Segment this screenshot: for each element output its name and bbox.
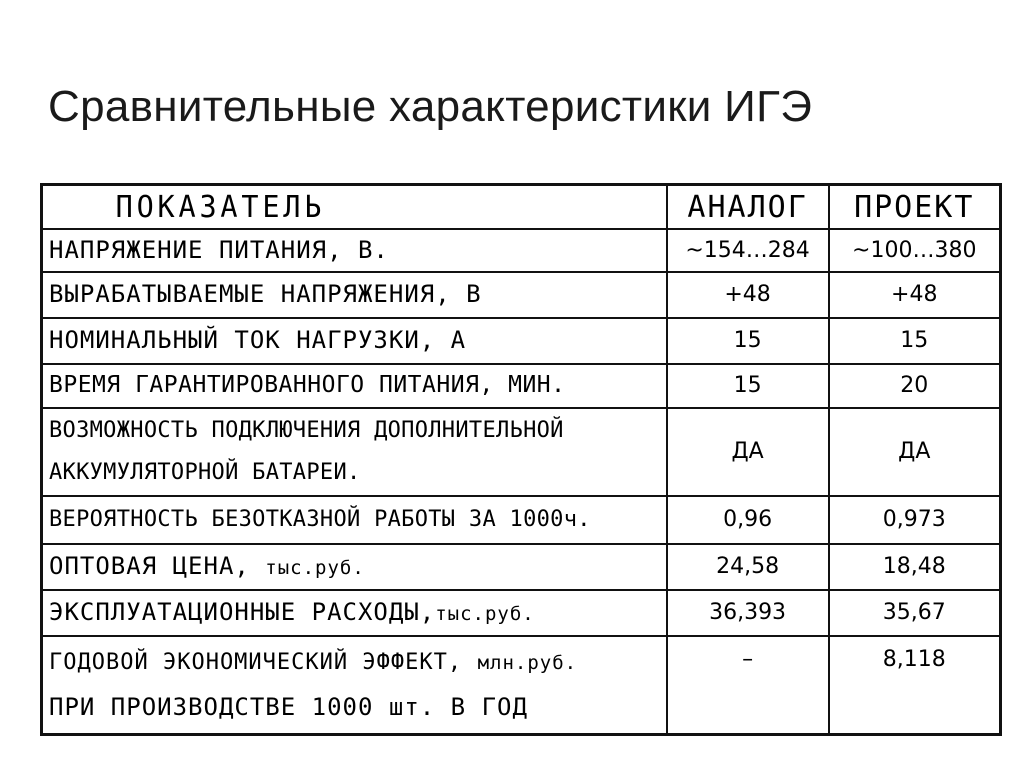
project-cell: ДА — [829, 408, 1001, 496]
param-label: ГОДОВОЙ ЭКОНОМИЧЕСКИЙ ЭФФЕКТ, — [49, 650, 463, 676]
table-row — [42, 408, 1001, 496]
param-line-2: АККУМУЛЯТОРНОЙ БАТАРЕИ. — [49, 459, 361, 485]
header-analog: АНАЛОГ — [667, 185, 829, 230]
param-cell — [42, 408, 667, 496]
table-row — [42, 364, 1001, 408]
param-label: ОПТОВАЯ ЦЕНА, — [49, 552, 250, 581]
header-param: ПОКАЗАТЕЛЬ — [42, 185, 636, 230]
table-row — [42, 590, 1001, 636]
table-row — [42, 544, 1001, 590]
table-header-row — [42, 185, 1001, 230]
param-cell: ВРЕМЯ ГАРАНТИРОВАННОГО ПИТАНИЯ, МИН. — [42, 364, 667, 408]
param-cell — [42, 544, 667, 590]
project-cell: 18,48 — [829, 544, 1001, 590]
slide-title: Сравнительные характеристики ИГЭ — [48, 82, 813, 131]
analog-cell: 36,393 — [667, 590, 829, 636]
project-cell: 15 — [829, 318, 1001, 364]
project-cell: ~100…380 — [829, 229, 1001, 272]
project-cell: 20 — [829, 364, 1001, 408]
param-cell: ВЕРОЯТНОСТЬ БЕЗОТКАЗНОЙ РАБОТЫ ЗА 1000ч. — [42, 496, 667, 544]
project-cell: 8,118 — [829, 636, 1001, 735]
header-project: ПРОЕКТ — [829, 185, 1001, 230]
analog-cell: – — [667, 636, 829, 735]
param-line-2: ПРИ ПРОИЗВОДСТВЕ 1000 шт. В ГОД — [49, 692, 528, 721]
analog-cell: 0,96 — [667, 496, 829, 544]
param-line-1: ВОЗМОЖНОСТЬ ПОДКЛЮЧЕНИЯ ДОПОЛНИТЕЛЬНОЙ — [49, 418, 564, 443]
param-cell: НОМИНАЛЬНЫЙ ТОК НАГРУЗКИ, А — [42, 318, 667, 364]
project-cell: 35,67 — [829, 590, 1001, 636]
table-row — [42, 496, 1001, 544]
table-row — [42, 318, 1001, 364]
param-unit: тыс.руб. — [265, 557, 365, 580]
project-cell: +48 — [829, 272, 1001, 318]
project-cell: 0,973 — [829, 496, 1001, 544]
param-label: ЭКСПЛУАТАЦИОННЫЕ РАСХОДЫ, — [49, 598, 436, 627]
table-row — [42, 636, 1001, 735]
param-cell — [42, 636, 667, 735]
comparison-table — [40, 183, 1002, 736]
analog-cell: 24,58 — [667, 544, 829, 590]
table-row — [42, 272, 1001, 318]
analog-cell: ДА — [667, 408, 829, 496]
analog-cell: ~154…284 — [667, 229, 829, 272]
analog-cell: 15 — [667, 364, 829, 408]
param-unit: млн.руб. — [477, 652, 578, 675]
param-cell — [42, 590, 667, 636]
param-line-1 — [49, 639, 660, 685]
param-cell: ВЫРАБАТЫВАЕМЫЕ НАПРЯЖЕНИЯ, В — [42, 272, 667, 318]
param-unit: тыс.руб. — [435, 603, 535, 626]
analog-cell: 15 — [667, 318, 829, 364]
table-row — [42, 229, 1001, 272]
param-cell: НАПРЯЖЕНИЕ ПИТАНИЯ, В. — [42, 229, 667, 272]
analog-cell: +48 — [667, 272, 829, 318]
